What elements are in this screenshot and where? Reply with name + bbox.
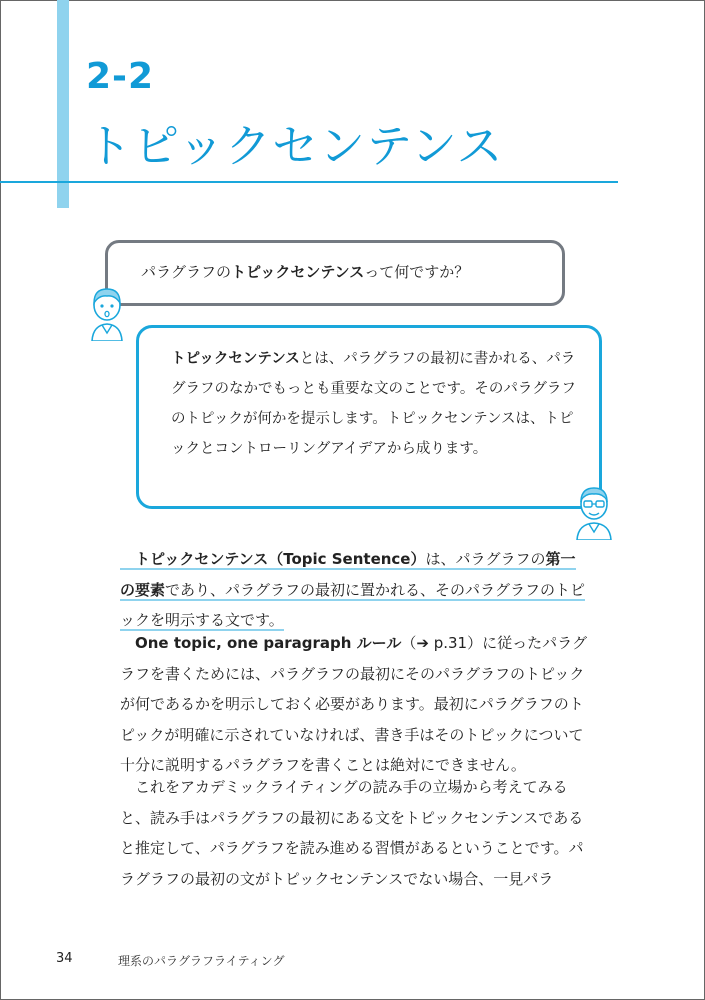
student-avatar-icon — [86, 281, 128, 341]
running-title: 理系のパラグラフライティング — [118, 954, 285, 968]
body-text-run: に従ったパラグラフを書くためには、パラグラフの最初にそのパラグラフのトピックが何であるかを明示しておく必要があります。最初にパラグラフのトピックが明確に示されていなければ、書き手はそのトピックについて十分に説明するパラグラフを書くことは絶対にできません。 — [120, 634, 588, 774]
section-number: 2-2 — [86, 56, 155, 97]
topic-sentence-term: トピックセンテンス（Topic Sentence） — [135, 550, 426, 568]
answer-text-bold: トピックセンテンス — [171, 351, 300, 367]
body-paragraph-1 — [120, 544, 590, 636]
question-text-before: パラグラフの — [141, 263, 232, 281]
page-reference: （➔ p.31） — [401, 634, 483, 652]
teacher-avatar-icon — [572, 480, 616, 540]
body-paragraph-3 — [120, 772, 590, 894]
body-text-run: これをアカデミックライティングの読み手の立場から考えてみると、読み手はパラグラフの最初にある文をトピックセンテンスであると推定して、パラグラフを読み進める習慣があるということです。パラグラフの最初の文がトピックセンテンスでない場合、一見パラ — [120, 778, 584, 888]
answer-bubble — [136, 325, 602, 509]
question-text-bold: トピックセンテンス — [231, 263, 365, 281]
body-text-run: であり、パラグラフの最初に置かれる、そのパラグラフのトピックを明示する文です。 — [120, 580, 586, 629]
body-text-run: は、パラグラフの — [425, 550, 546, 568]
section-title: トピックセンテンス — [86, 119, 504, 173]
body-paragraph-2 — [120, 628, 590, 781]
page-number: 34 — [56, 951, 73, 966]
chapter-accent-bar — [57, 0, 69, 208]
answer-text-rest: とは、パラグラフの最初に書かれる、パラグラフのなかでもっとも重要な文のことです。そのパラグラフのトピックが何かを提示します。トピックセンテンスは、トピックとコントローリングアイデアから成ります。 — [171, 351, 576, 457]
first-element-term: 第一の要素 — [120, 550, 576, 599]
question-bubble — [105, 240, 565, 306]
rule-name: One topic, one paragraph ルール — [135, 634, 402, 652]
question-text-after: って何ですか？ — [364, 263, 470, 281]
header-rule — [0, 181, 618, 183]
answer-text — [171, 344, 581, 464]
question-text — [141, 261, 469, 282]
underlined-definition — [120, 550, 585, 631]
